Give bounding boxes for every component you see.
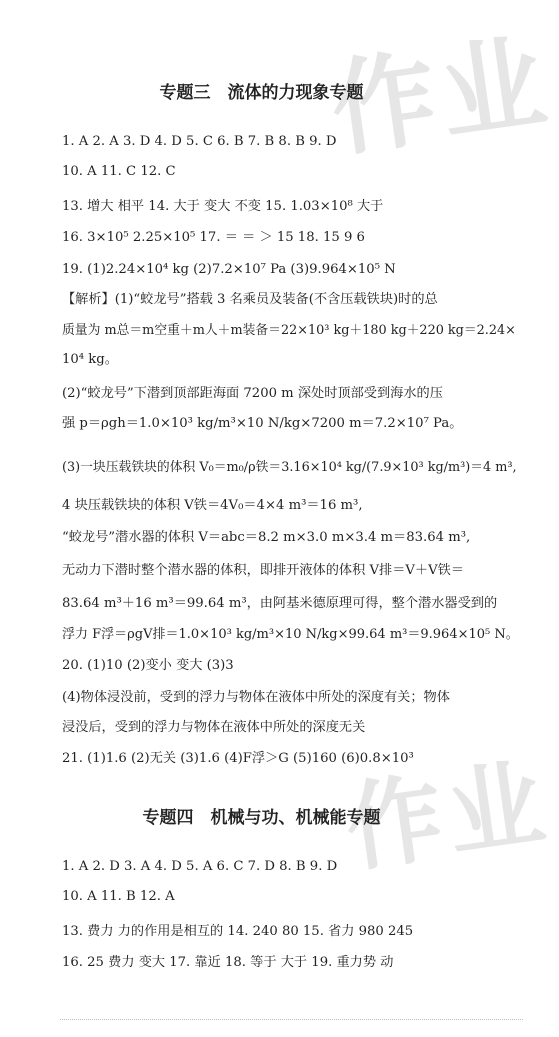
page-bottom-rule (60, 1019, 523, 1020)
s3-line-14: 无动力下潜时整个潜水器的体积，即排开液体的体积 V排＝V＋V铁＝ (62, 563, 465, 578)
watermark-top: 作业 (323, 20, 559, 172)
s3-line-17: 20. (1)10 (2)变小 变大 (3)3 (62, 658, 234, 673)
s3-line-1: 1. A 2. A 3. D 4. D 5. C 6. B 7. B 8. B 9. D (62, 134, 337, 149)
s3-line-19: 浸没后，受到的浮力与物体在液体中所处的深度无关 (62, 720, 366, 735)
section4-title: 专题四 机械与功、机械能专题 (142, 808, 381, 828)
s3-line-3: 13. 增大 相平 14. 大于 变大 不变 15. 1.03×10⁸ 大于 (62, 199, 384, 214)
s4-line-2: 10. A 11. B 12. A (62, 889, 175, 904)
s3-line-4: 16. 3×10⁵ 2.25×10⁵ 17. ＝ ＝ ＞ 15 18. 15 9 6 (62, 230, 365, 245)
s3-line-16: 浮力 F浮＝ρgV排＝1.0×10³ kg/m³×10 N/kg×99.64 m³＝9.964×10⁵ N。 (62, 627, 519, 642)
s3-line-5: 19. (1)2.24×10⁴ kg (2)7.2×10⁷ Pa (3)9.964×10⁵ N (62, 262, 396, 277)
s3-line-20: 21. (1)1.6 (2)无关 (3)1.6 (4)F浮＞G (5)160 (6)0.8×10³ (62, 751, 414, 766)
s3-line-8: 10⁴ kg。 (62, 352, 118, 367)
s4-line-3: 13. 费力 力的作用是相互的 14. 240 80 15. 省力 980 245 (62, 924, 414, 939)
watermark-bottom: 作业 (339, 746, 557, 886)
s3-line-6: 【解析】(1)“蛟龙号”搭载 3 名乘员及装备(不含压载铁块)时的总 (62, 292, 438, 307)
s3-line-13: “蛟龙号”潜水器的体积 V＝abc＝8.2 m×3.0 m×3.4 m＝83.64 m³, (62, 530, 471, 545)
s3-line-9: (2)“蛟龙号”下潜到顶部距海面 7200 m 深处时顶部受到海水的压 (62, 386, 443, 401)
s4-line-4: 16. 25 费力 变大 17. 靠近 18. 等于 大于 19. 重力势 动 (62, 955, 394, 970)
s3-line-10: 强 p＝ρgh＝1.0×10³ kg/m³×10 N/kg×7200 m＝7.2×10⁷ Pa。 (62, 416, 463, 431)
s3-line-15: 83.64 m³＋16 m³＝99.64 m³，由阿基米德原理可得，整个潜水器受到的 (62, 596, 498, 611)
section3-title: 专题三 流体的力现象专题 (159, 83, 364, 103)
s3-line-7: 质量为 m总＝m空重＋m人＋m装备＝22×10³ kg＋180 kg＋220 kg＝2.24× (62, 323, 516, 338)
s3-line-12: 4 块压载铁块的体积 V铁＝4V₀＝4×4 m³＝16 m³, (62, 498, 363, 513)
s3-line-2: 10. A 11. C 12. C (62, 164, 176, 179)
s4-line-1: 1. A 2. D 3. A 4. D 5. A 6. C 7. D 8. B 9. D (62, 859, 338, 874)
s3-line-11: (3)一块压载铁块的体积 V₀＝m₀/ρ铁＝3.16×10⁴ kg/(7.9×10³ kg/m³)＝4 m³, (62, 460, 517, 475)
s3-line-18: (4)物体浸没前，受到的浮力与物体在液体中所处的深度有关；物体 (62, 690, 450, 705)
